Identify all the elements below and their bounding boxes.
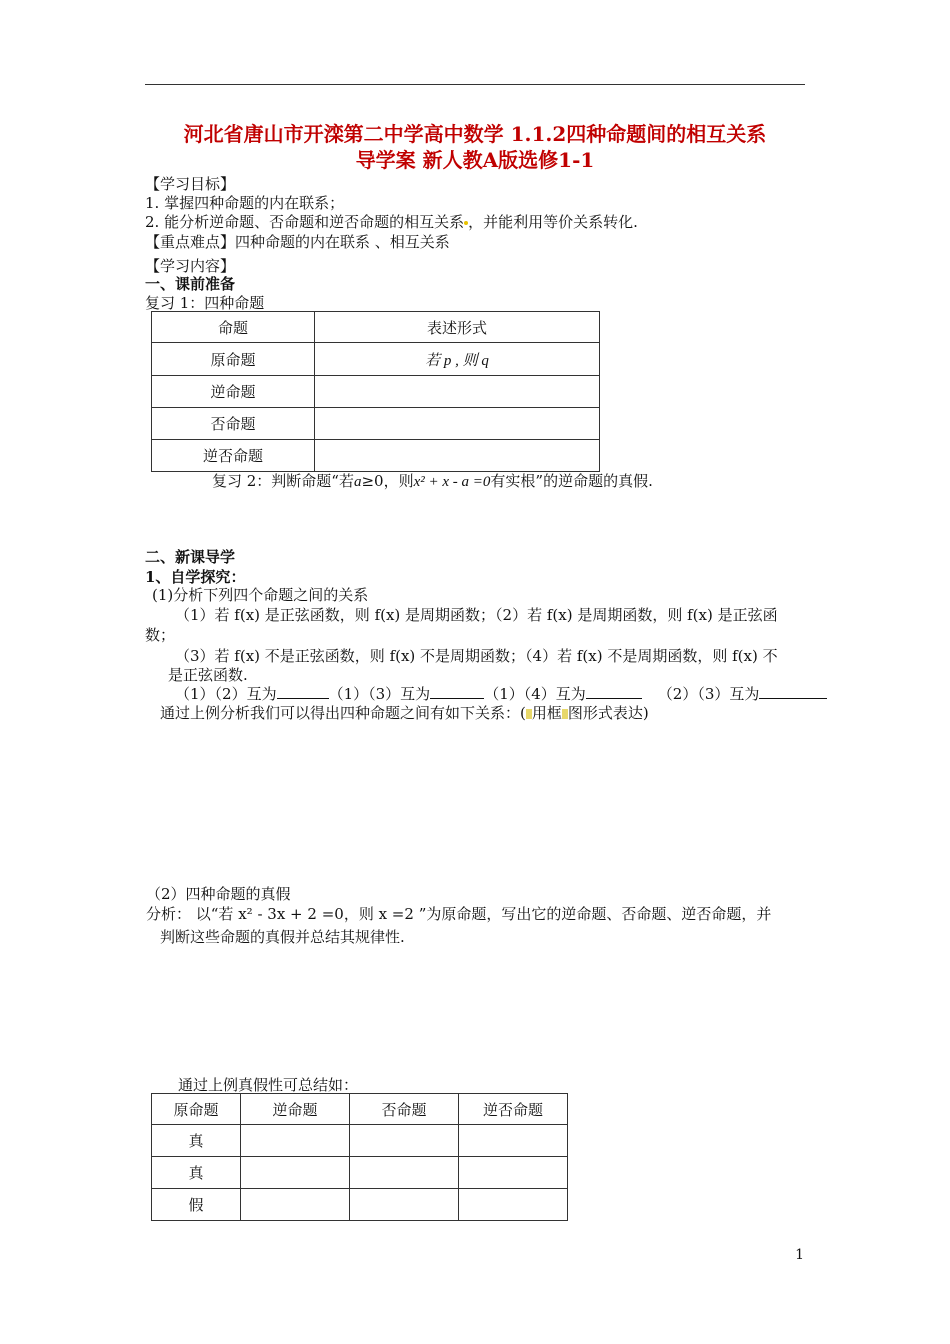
q1-line-1b: 数； xyxy=(145,626,176,644)
q2-line-1: 分析： 以“若 x² - 3x + 2 =0，则 x =2 ”为原命题，写出它的逆命题、否命题、逆否命题，并 xyxy=(146,905,772,923)
self-study-heading: 1、自学探究： xyxy=(145,568,246,586)
section-1-heading: 一、课前准备 xyxy=(145,275,236,293)
table2-cell xyxy=(350,1125,459,1157)
goal-2 xyxy=(145,212,638,232)
table1-cell xyxy=(315,440,600,472)
diagram-intro-b: 用框 xyxy=(531,704,562,722)
relation-2-3-blank[interactable] xyxy=(759,684,827,699)
table2-cell xyxy=(350,1189,459,1221)
table2-cell xyxy=(241,1157,350,1189)
q1-line-2: （3）若 f(x) 不是正弦函数，则 f(x) 不是周期函数；（4）若 f(x) 不是周期函数，则 f(x) 不 xyxy=(175,647,778,665)
goals-header: 【学习目标】 xyxy=(145,175,236,193)
key-points: 【重点难点】四种命题的内在联系 、相互关系 xyxy=(145,233,450,251)
table2-cell: 真 xyxy=(152,1125,241,1157)
table2-cell xyxy=(459,1189,568,1221)
table1-header-cell: 表述形式 xyxy=(315,312,600,343)
table2-header-cell: 原命题 xyxy=(152,1094,241,1125)
goal-2-part-a: 2. 能分析逆命题、否命题和逆否命题的相互关系 xyxy=(145,213,465,231)
review-1-label: 复习 1：四种命题 xyxy=(145,294,265,312)
goal-1: 1. 掌握四种命题的内在联系； xyxy=(145,194,345,212)
truth-summary-table xyxy=(151,1093,568,1221)
table1-cell: 若 p , 则 q xyxy=(315,343,600,376)
diagram-intro xyxy=(160,703,649,723)
relation-1-4-label: （1）（4）互为 xyxy=(484,685,586,703)
table2-cell xyxy=(241,1189,350,1221)
table2-cell: 真 xyxy=(152,1157,241,1189)
header-rule xyxy=(145,84,805,85)
table1-cell xyxy=(315,376,600,408)
q1-line-1: （1）若 f(x) 是正弦函数，则 f(x) 是周期函数；（2）若 f(x) 是周期函数，则 f(x) 是正弦函 xyxy=(175,606,778,624)
title-line-1: 河北省唐山市开滦第二中学高中数学 1.1.2四种命题间的相互关系 xyxy=(183,122,767,146)
relations-row xyxy=(175,684,827,704)
summary-intro: 通过上例真假性可总结如： xyxy=(178,1076,359,1094)
relation-1-3-label: （1）（3）互为 xyxy=(328,685,431,703)
page-number: 1 xyxy=(795,1247,804,1263)
table2-cell: 假 xyxy=(152,1189,241,1221)
table1-cell: 否命题 xyxy=(152,408,315,440)
q2-line-2: 判断这些命题的真假并总结其规律性. xyxy=(160,928,405,946)
q1-title: (1)分析下列四个命题之间的关系 xyxy=(152,586,369,604)
table2-header-cell: 逆命题 xyxy=(241,1094,350,1125)
table1-cell xyxy=(315,408,600,440)
table2-cell xyxy=(350,1157,459,1189)
table1-cell: 逆否命题 xyxy=(152,440,315,472)
goal-2-part-b: ，并能利用等价关系转化. xyxy=(468,213,638,231)
review-2 xyxy=(212,471,653,492)
section-2-heading: 二、新课导学 xyxy=(145,548,236,566)
content-header: 【学习内容】 xyxy=(145,257,236,275)
relation-1-2-label: （1）（2）互为 xyxy=(175,685,277,703)
review-2-text: 复习 2：判断命题“若 xyxy=(212,472,354,490)
table1-header-cell: 命题 xyxy=(152,312,315,343)
table2-header-cell: 逆否命题 xyxy=(459,1094,568,1125)
q2-title: （2）四种命题的真假 xyxy=(146,885,291,903)
relation-1-2-blank[interactable] xyxy=(277,684,329,699)
table2-cell xyxy=(241,1125,350,1157)
review-2-math-eq: x² + x - a =0 xyxy=(413,474,491,490)
relation-2-3-label: （2）（3）互为 xyxy=(657,685,760,703)
table2-cell xyxy=(459,1125,568,1157)
table1-cell: 逆命题 xyxy=(152,376,315,408)
four-propositions-table xyxy=(151,311,600,472)
diagram-intro-c: 图形式表达) xyxy=(567,704,649,722)
review-2-text-ge: ≥0，则 xyxy=(361,472,414,490)
diagram-intro-a: 通过上例分析我们可以得出四种命题之间有如下关系：( xyxy=(160,704,526,722)
relation-1-4-blank[interactable] xyxy=(586,684,642,699)
table2-cell xyxy=(459,1157,568,1189)
title-line-2: 导学案 新人教A版选修1-1 xyxy=(355,148,595,172)
table1-cell: 原命题 xyxy=(152,343,315,376)
table2-header-cell: 否命题 xyxy=(350,1094,459,1125)
review-2-math-a: a xyxy=(353,474,362,490)
review-2-text-tail: 有实根”的逆命题的真假. xyxy=(490,472,653,490)
relation-1-3-blank[interactable] xyxy=(430,684,484,699)
q1-line-2b: 是正弦函数. xyxy=(168,666,248,684)
